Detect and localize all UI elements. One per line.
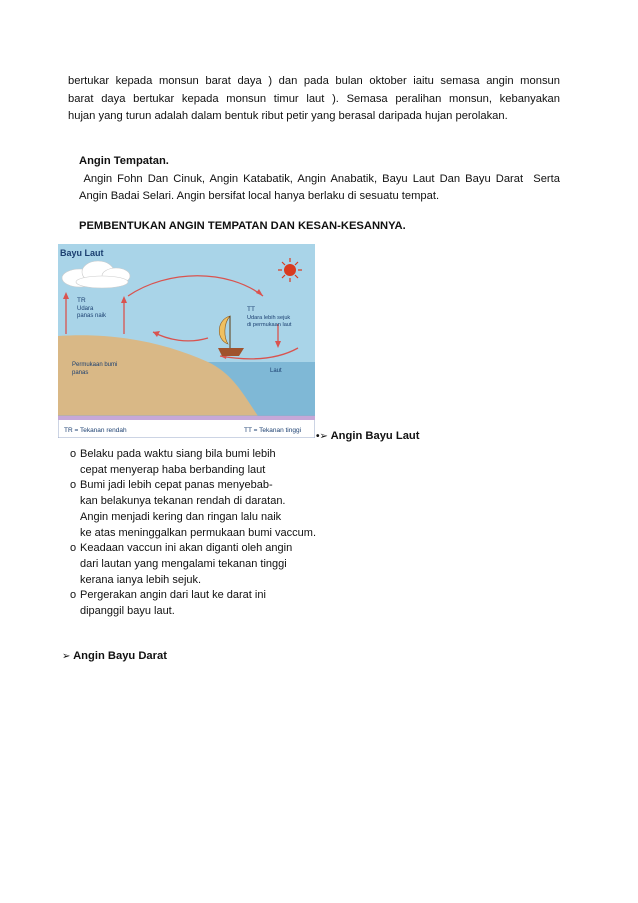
bullet-marker: o [70,589,77,602]
list-item: Keadaan vaccun ini akan diganti oleh angin [80,542,293,555]
sea-breeze-heading: Angin Bayu Laut [330,430,420,442]
local-wind-line: Angin Fohn Dan Cinuk, Angin Katabatik, Angin Anabatik, Bayu Laut Dan Bayu Darat Serta [79,172,560,185]
section-heading: PEMBENTUKAN ANGIN TEMPATAN DAN KESAN-KESANNYA. [79,220,406,232]
intro-paragraph [68,73,560,126]
land-label: Permukaan bumi [72,362,118,368]
bullet-marker: o [70,542,77,555]
land-label: panas [72,370,89,376]
tr-label: TR [77,297,86,304]
sea-breeze-heading-row [316,428,419,446]
list-item: Pergerakan angin dari laut ke darat ini [80,589,266,602]
land-breeze-heading-row [62,648,167,666]
legend-left: TR = Tekanan rendah [64,427,127,434]
intro-line: barat daya bertukar kepada monsun timur laut ). Semasa peralihan monsun, kebanyakan [68,92,560,105]
sea-label: Laut [270,368,282,374]
tt-label: TT [247,306,255,313]
diagram-title: Bayu Laut [60,248,104,258]
list-item: kan belakunya tekanan rendah di daratan. [80,495,286,508]
list-item: Angin menjadi kering dan ringan lalu naik [80,510,282,523]
bullet-marker: o [70,479,77,492]
bullet-marker: o [70,448,77,460]
legend-right: TT = Tekanan tinggi [244,427,302,434]
list-item: Belaku pada waktu siang bila bumi lebih [80,448,276,460]
land-breeze-heading: Angin Bayu Darat [73,650,167,662]
list-item: ke atas meninggalkan permukaan bumi vaccum. [80,526,317,539]
list-item: dipanggil bayu laut. [80,605,175,617]
list-item: cepat menyerap haba berbanding laut [80,463,266,476]
arrow-bullet-icon: •➢ [316,431,328,442]
tt-desc: di permukaan laut [247,322,292,328]
intro-line: bertukar kepada monsun barat daya ) dan pada bulan oktober iaitu semasa angin monsun [68,75,560,87]
sea-breeze-list [70,447,360,623]
arrow-bullet-icon: ➢ [62,651,71,662]
sea-breeze-diagram [58,244,315,438]
list-item: kerana ianya lebih sejuk. [80,573,202,586]
tr-desc: panas naik [77,313,107,319]
tt-desc: Udara lebih sejuk [247,315,291,321]
local-wind-section [79,153,560,206]
tr-desc: Udara [77,306,94,312]
list-item: Bumi jadi lebih cepat panas menyebab- [80,479,273,492]
list-item: dari lautan yang mengalami tekanan tinggi [80,557,287,570]
intro-line: hujan yang turun adalah dalam bentuk ribut petir yang berasal daripada hujan perolakan. [68,110,508,122]
local-wind-line: Angin Badai Selari. Angin bersifat local hanya berlaku di sesuatu tempat. [79,190,440,202]
local-wind-heading: Angin Tempatan. [79,155,169,167]
